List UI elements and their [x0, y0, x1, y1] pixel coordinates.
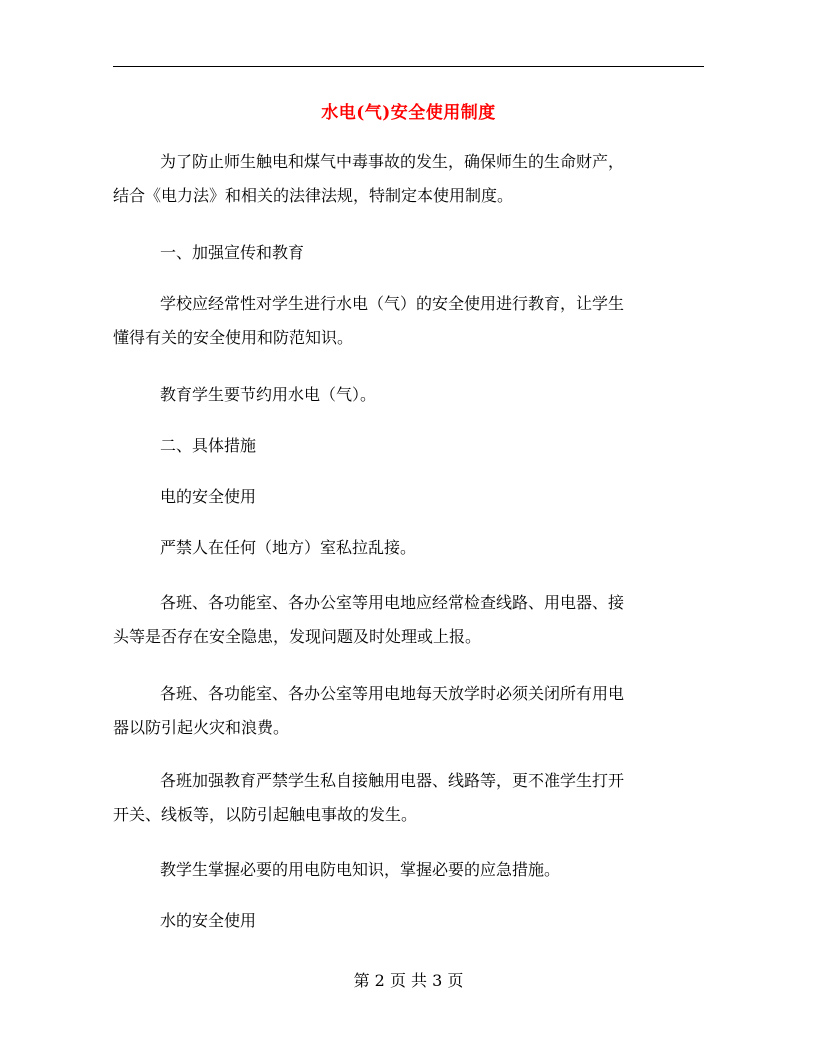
- paragraph-line: 为了防止师生触电和煤气中毒事故的发生，确保师生的生命财产，: [160, 152, 625, 171]
- page-footer: 第 2 页 共 3 页: [353, 971, 464, 990]
- paragraph-education: [113, 287, 704, 355]
- paragraph-line: 教学生掌握必要的用电防电知识，掌握必要的应急措施。: [160, 860, 561, 879]
- paragraph-line: 学校应经常性对学生进行水电（气）的安全使用进行教育，让学生: [160, 294, 625, 313]
- paragraph-knowledge: [113, 853, 704, 887]
- header-rule: [113, 66, 704, 67]
- paragraph-line: 各班加强教育严禁学生私自接触用电器、线路等，更不准学生打开: [160, 771, 625, 790]
- paragraph-line: 结合《电力法》和相关的法律法规，特制定本使用制度。: [113, 186, 514, 205]
- paragraph-line: 器以防引起火灾和浪费。: [113, 718, 290, 737]
- paragraph-line: 严禁人在任何（地方）室私拉乱接。: [160, 538, 417, 557]
- paragraph-line: 一、加强宣传和教育: [160, 243, 305, 262]
- paragraph-line: 头等是否存在安全隐患，发现问题及时处理或上报。: [113, 627, 482, 646]
- document-title: 水电(气)安全使用制度: [321, 103, 496, 123]
- paragraph-no-wiring: [113, 531, 704, 565]
- paragraph-line: 二、具体措施: [160, 436, 257, 455]
- paragraph-line: 各班、各功能室、各办公室等用电地每天放学时必须关闭所有用电: [160, 684, 625, 703]
- paragraph-line: 电的安全使用: [160, 487, 257, 506]
- paragraph-switch-off: [113, 677, 704, 745]
- subheading-water: [113, 904, 704, 938]
- section-heading-2: [113, 429, 704, 463]
- subheading-electric: [113, 480, 704, 514]
- paragraph-student-safety: [113, 764, 704, 832]
- paragraph-line: 各班、各功能室、各办公室等用电地应经常检查线路、用电器、接: [160, 593, 625, 612]
- section-heading-1: [113, 236, 704, 270]
- paragraph-save: [113, 378, 704, 412]
- paragraph-line: 懂得有关的安全使用和防范知识。: [113, 328, 354, 347]
- paragraph-line: 开关、线板等，以防引起触电事故的发生。: [113, 805, 418, 824]
- paragraph-line: 水的安全使用: [160, 911, 257, 930]
- paragraph-line: 教育学生要节约用水电（气）。: [160, 385, 377, 404]
- paragraph-intro: [113, 145, 704, 213]
- paragraph-inspection: [113, 586, 704, 654]
